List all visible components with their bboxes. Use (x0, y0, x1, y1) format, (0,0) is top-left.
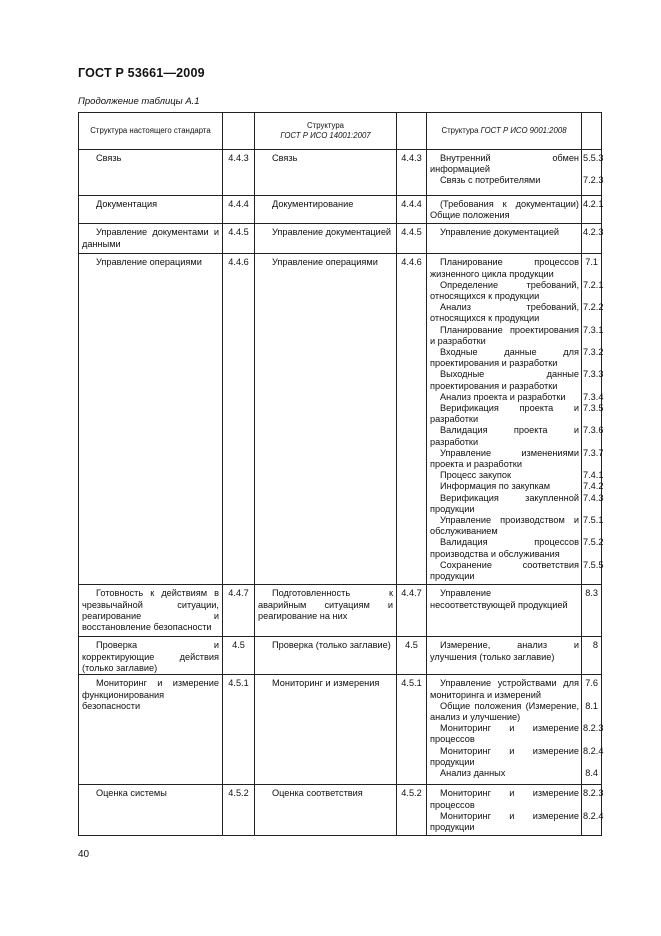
header-iso14001-std: ГОСТ Р ИСО 14001:2007 (280, 131, 371, 140)
page-number: 40 (78, 849, 90, 860)
iso9001-clause-number: 7.4.1 (583, 470, 604, 481)
standard-clause-name: Готовность к действиям в чрезвычайной ситуации, реагирование и восстановление безопасности (79, 585, 223, 637)
iso9001-clause-name: Связь с потребителями (440, 175, 541, 186)
iso9001-clause-name: Валидация процессов производства и обслуживания (430, 537, 579, 559)
iso14001-clause-name: Подготовленность к аварийным ситуациям и реагирование на них (255, 585, 397, 637)
iso9001-clause-number: 7.2.1 (583, 279, 604, 290)
iso9001-clause-number: 4.2.1 (583, 199, 604, 209)
header-iso9001 (427, 113, 582, 150)
iso9001-clause-numbers (582, 585, 602, 637)
iso9001-clause-number: 7.2.3 (583, 175, 604, 186)
table-header-row (79, 113, 602, 150)
iso14001-clause-number: 4.4.3 (397, 150, 427, 196)
iso9001-clause-number: 7.3.3 (583, 369, 604, 380)
iso9001-clause-number: 7.5.1 (583, 515, 604, 526)
header-num-3 (582, 113, 602, 150)
iso9001-clause-names (427, 785, 582, 836)
iso9001-clause-name: Анализ проекта и разработки (440, 391, 566, 402)
iso14001-clause-number: 4.5.2 (397, 785, 427, 836)
document-title: ГОСТ Р 53661—2009 (78, 66, 205, 80)
iso9001-clause-number: 5.5.3 (583, 153, 604, 163)
iso9001-clause-name: Мониторинг и измерение продукции (430, 810, 579, 832)
iso9001-clause-name: Валидация проекта и разработки (430, 425, 579, 447)
iso14001-clause-number: 4.5.1 (397, 675, 427, 785)
iso9001-clause-name: Анализ данных (440, 767, 506, 778)
header-num-2 (397, 113, 427, 150)
iso9001-clause-name: Сохранение соответствия продукции (430, 559, 579, 582)
iso14001-clause-number: 4.4.7 (397, 585, 427, 637)
iso9001-clause-name: Измерение, анализ и улучшения (только заглавие) (430, 640, 579, 662)
iso14001-clause-name: Управление документацией (255, 224, 397, 254)
standard-clause-name: Документация (79, 196, 223, 224)
iso9001-clause-numbers (582, 254, 602, 585)
standard-clause-name: Мониторинг и измерение функционирования безопасности (79, 675, 223, 785)
iso9001-clause-number: 7.4.3 (583, 492, 604, 503)
standard-clause-name: Управление операциями (79, 254, 223, 585)
iso9001-clause-names (427, 224, 582, 254)
iso14001-clause-number: 4.4.4 (397, 196, 427, 224)
iso9001-clause-name: Мониторинг и измерение процессов (430, 788, 579, 810)
iso14001-clause-name: Мониторинг и измерения (255, 675, 397, 785)
iso14001-clause-name: Оценка соответствия (255, 785, 397, 836)
standard-clause-number: 4.4.6 (223, 254, 255, 585)
iso9001-clause-numbers (582, 637, 602, 675)
iso9001-clause-names (427, 196, 582, 224)
iso9001-clause-number: 7.5.2 (583, 537, 604, 548)
iso9001-clause-numbers (582, 150, 602, 196)
iso9001-clause-number: 7.3.5 (583, 403, 604, 414)
iso9001-clause-number: 7.4.2 (583, 481, 604, 492)
iso14001-clause-name: Документирование (255, 196, 397, 224)
iso9001-clause-name: Мониторинг и измерение продукции (430, 745, 579, 767)
iso9001-clause-number: 8.2.3 (583, 788, 604, 799)
iso9001-clause-name: Выходные данные проектирования и разработки (430, 369, 579, 391)
iso9001-clause-number: 7.3.4 (583, 391, 604, 402)
table-row (79, 150, 602, 196)
iso9001-clause-number: 7.3.1 (583, 324, 604, 335)
iso14001-clause-name: Проверка (только заглавие) (255, 637, 397, 675)
iso9001-clause-name: Процесс закупок (440, 470, 511, 481)
iso9001-clause-name: (Требования к документации) Общие положения (430, 199, 579, 221)
standard-clause-number: 4.4.4 (223, 196, 255, 224)
standard-clause-number: 4.4.3 (223, 150, 255, 196)
iso9001-clause-name: Планирование проектирования и разработки (430, 324, 579, 346)
table-row (79, 637, 602, 675)
iso9001-clause-numbers (582, 196, 602, 224)
iso9001-clause-names (427, 637, 582, 675)
iso9001-clause-number: 7.1 (585, 257, 598, 268)
table-row (79, 254, 602, 585)
iso9001-clause-number: 8.2.3 (583, 723, 604, 734)
iso14001-clause-number: 4.4.5 (397, 224, 427, 254)
standard-clause-number: 4.5.2 (223, 785, 255, 836)
iso9001-clause-number: 7.3.6 (583, 425, 604, 436)
iso9001-clause-name: Входные данные для проектирования и разработки (430, 347, 579, 369)
iso9001-clause-name: Управление производством и обслуживанием (430, 515, 579, 537)
iso9001-clause-number: 7.6 (585, 678, 598, 689)
iso9001-clause-name: Анализ требований, относящихся к продукции (430, 302, 579, 324)
iso9001-clause-names (427, 150, 582, 196)
table-row (79, 585, 602, 637)
table-row (79, 785, 602, 836)
header-num-1 (223, 113, 255, 150)
standard-clause-name: Связь (79, 150, 223, 196)
iso9001-clause-name: Управление устройствами для мониторинга и измерений (430, 678, 579, 700)
iso9001-clause-name: Планирование процессов жизненного цикла продукции (430, 257, 579, 279)
iso9001-clause-number: 8.2.4 (583, 745, 604, 756)
standard-clause-number: 4.5 (223, 637, 255, 675)
header-iso9001-std: ГОСТ Р ИСО 9001:2008 (480, 126, 567, 135)
iso9001-clause-number: 8.1 (585, 700, 598, 711)
iso9001-clause-numbers (582, 675, 602, 785)
iso9001-clause-name: Управление документацией (440, 227, 560, 238)
iso14001-clause-name: Управление операциями (255, 254, 397, 585)
standard-clause-name: Управление документами и данными (79, 224, 223, 254)
iso9001-clause-number: 7.3.7 (583, 447, 604, 458)
standard-clause-name: Оценка системы (79, 785, 223, 836)
iso9001-clause-name: Внутренний обмен информацией (430, 153, 579, 175)
standard-clause-number: 4.4.5 (223, 224, 255, 254)
iso14001-clause-number: 4.4.6 (397, 254, 427, 585)
iso9001-clause-number: 8 (592, 640, 598, 651)
table-continuation-caption: Продолжение таблицы А.1 (78, 96, 200, 107)
iso14001-clause-number: 4.5 (397, 637, 427, 675)
header-iso14001-label: Структура (307, 121, 344, 130)
iso9001-clause-name: Определение требований, относящихся к продукции (430, 279, 579, 302)
iso9001-clause-name: Управление несоответствующей продукцией (430, 588, 568, 610)
table-row (79, 675, 602, 785)
standard-clause-name: Проверка и корректирующие действия (только заглавие) (79, 637, 223, 675)
iso9001-clause-number: 8.4 (585, 767, 598, 778)
iso9001-clause-name: Мониторинг и измерение процессов (430, 723, 579, 745)
iso9001-clause-number: 8.3 (585, 588, 598, 599)
iso9001-clause-number: 7.2.2 (583, 302, 604, 313)
iso9001-clause-name: Верификация закупленной продукции (430, 492, 579, 514)
table-row (79, 196, 602, 224)
iso9001-clause-name: Информация по закупкам (440, 481, 551, 492)
iso9001-clause-number: 4.2.3 (583, 227, 604, 238)
iso9001-clause-numbers (582, 785, 602, 836)
iso9001-clause-numbers (582, 224, 602, 254)
iso9001-clause-number: 8.2.4 (583, 810, 604, 821)
iso9001-clause-name: Общие положения (Измерение, анализ и улучшение) (430, 700, 579, 722)
iso9001-clause-name: Управление изменениями проекта и разработки (430, 447, 579, 470)
iso9001-clause-names (427, 675, 582, 785)
iso14001-clause-name: Связь (255, 150, 397, 196)
standard-clause-number: 4.5.1 (223, 675, 255, 785)
iso9001-clause-name: Верификация проекта и разработки (430, 403, 579, 425)
header-this-standard: Структура настоящего стандарта (79, 113, 223, 150)
header-iso14001 (255, 113, 397, 150)
correspondence-table (78, 112, 602, 836)
iso9001-clause-names (427, 254, 582, 585)
iso9001-clause-names (427, 585, 582, 637)
standard-clause-number: 4.4.7 (223, 585, 255, 637)
header-iso9001-label: Структура (441, 126, 481, 135)
iso9001-clause-number: 7.5.5 (583, 559, 604, 570)
table-row (79, 224, 602, 254)
iso9001-clause-number: 7.3.2 (583, 347, 604, 358)
